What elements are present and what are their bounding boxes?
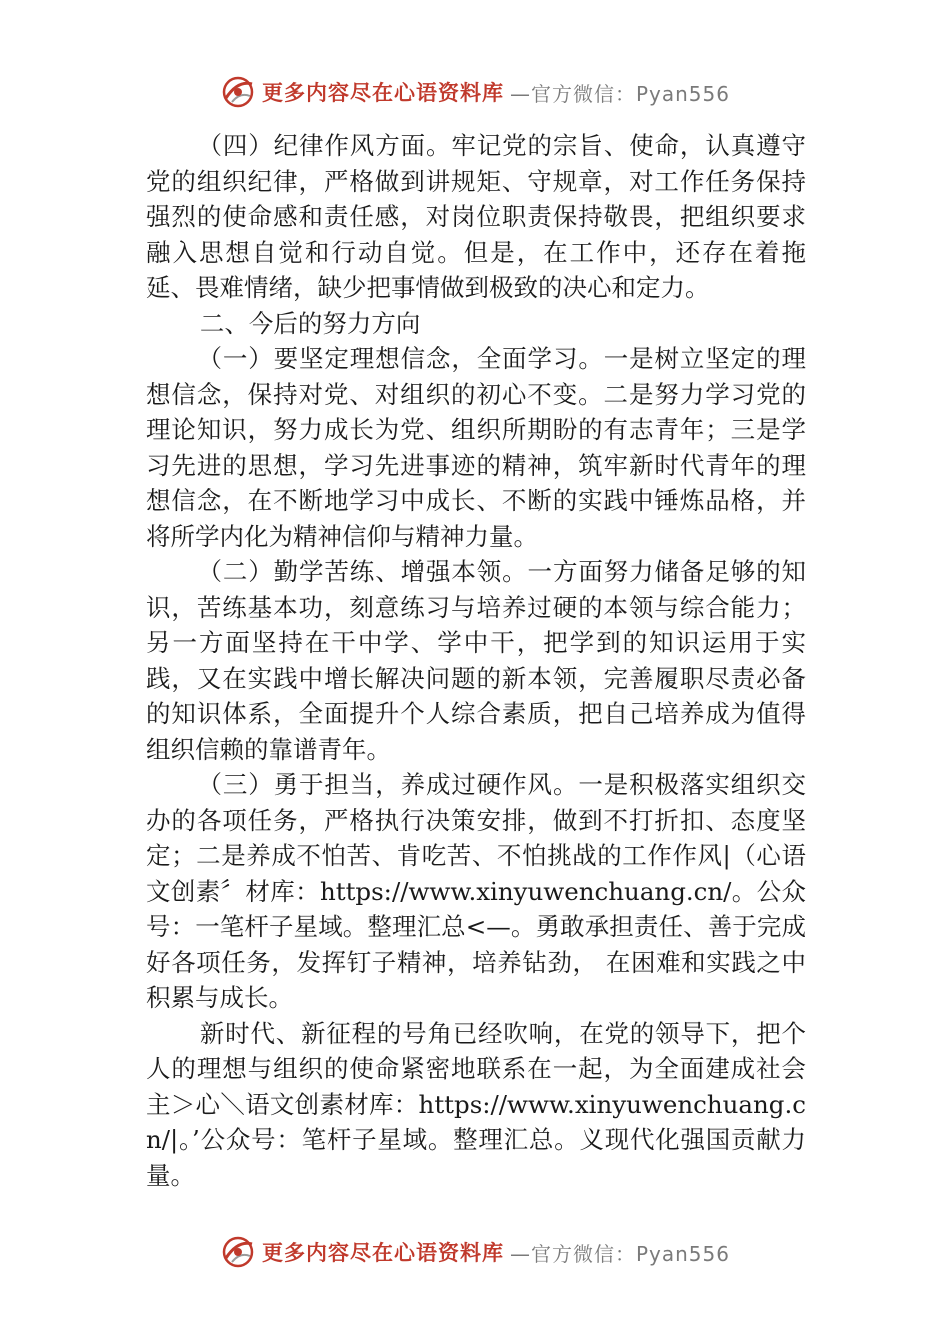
header-banner-title: 更多内容尽在心语资料库 (261, 80, 504, 105)
paragraph-responsibility: （三）勇于担当，养成过硬作风。一是积极落实组织交办的各项任务，严格执行决策安排，做到不打折扣、态度坚定；二是养成不怕苦、肯吃苦、不怕挑战的工作作风|（心语文创素〞材库：https://www.xinyuwenchuang.cn/。公众号：一笔杆子星域。整理汇总<—。勇敢承担责任、善于完成好各项任务，发挥钉子精神，培养钻劲， 在困难和实践之中积累与成长。 (146, 770, 806, 1012)
header-banner-contact: —官方微信：Pyan556 (509, 81, 730, 106)
paragraph-ideals: （一）要坚定理想信念，全面学习。一是树立坚定的理想信念，保持对党、对组织的初心不变。二是努力学习党的理论知识，努力成长为党、组织所期盼的有志青年；三是学习先进的思想，学习先进事迹的精神，筑牢新时代青年的理想信念，在不断地学习中成长、不断的实践中锤炼品格，并将所学内化为精神信仰与精神力量。 (146, 344, 806, 551)
paragraph-conclusion: 新时代、新征程的号角已经吹响，在党的领导下，把个人的理想与组织的使命紧密地联系在一起，为全面建成社会主＞心＼语文创素材库：https://www.xinyuwenchuang.cn/|。’公众号：笔杆子星域。整理汇总。义现代化强国贡献力量。 (146, 1018, 806, 1190)
header-banner (0, 72, 950, 112)
footer-banner-title: 更多内容尽在心语资料库 (261, 1240, 504, 1265)
document-body (146, 128, 806, 1193)
footer-banner (0, 1232, 950, 1272)
footer-banner-contact: —官方微信：Pyan556 (509, 1241, 730, 1266)
section-heading-direction: 二、今后的努力方向 (199, 308, 421, 338)
paragraph-discipline: （四）纪律作风方面。牢记党的宗旨、使命，认真遵守党的组织纪律，严格做到讲规矩、守规章，对工作任务保持强烈的使命感和责任感，对岗位职责保持敬畏，把组织要求融入思想自觉和行动自觉。但是，在工作中，还存在着拖延、畏难情绪，缺少把事情做到极致的决心和定力。 (146, 131, 806, 302)
logo-icon (220, 1234, 256, 1270)
paragraph-skills: （二）勤学苦练、增强本领。一方面努力储备足够的知识，苦练基本功，刻意练习与培养过硬的本领与综合能力；另一方面坚持在干中学、学中干，把学到的知识运用于实践，又在实践中增长解决问题的新本领，完善履职尽责必备的知识体系，全面提升个人综合素质，把自己培养成为值得组织信赖的靠谱青年。 (146, 557, 806, 764)
logo-icon (220, 74, 256, 110)
